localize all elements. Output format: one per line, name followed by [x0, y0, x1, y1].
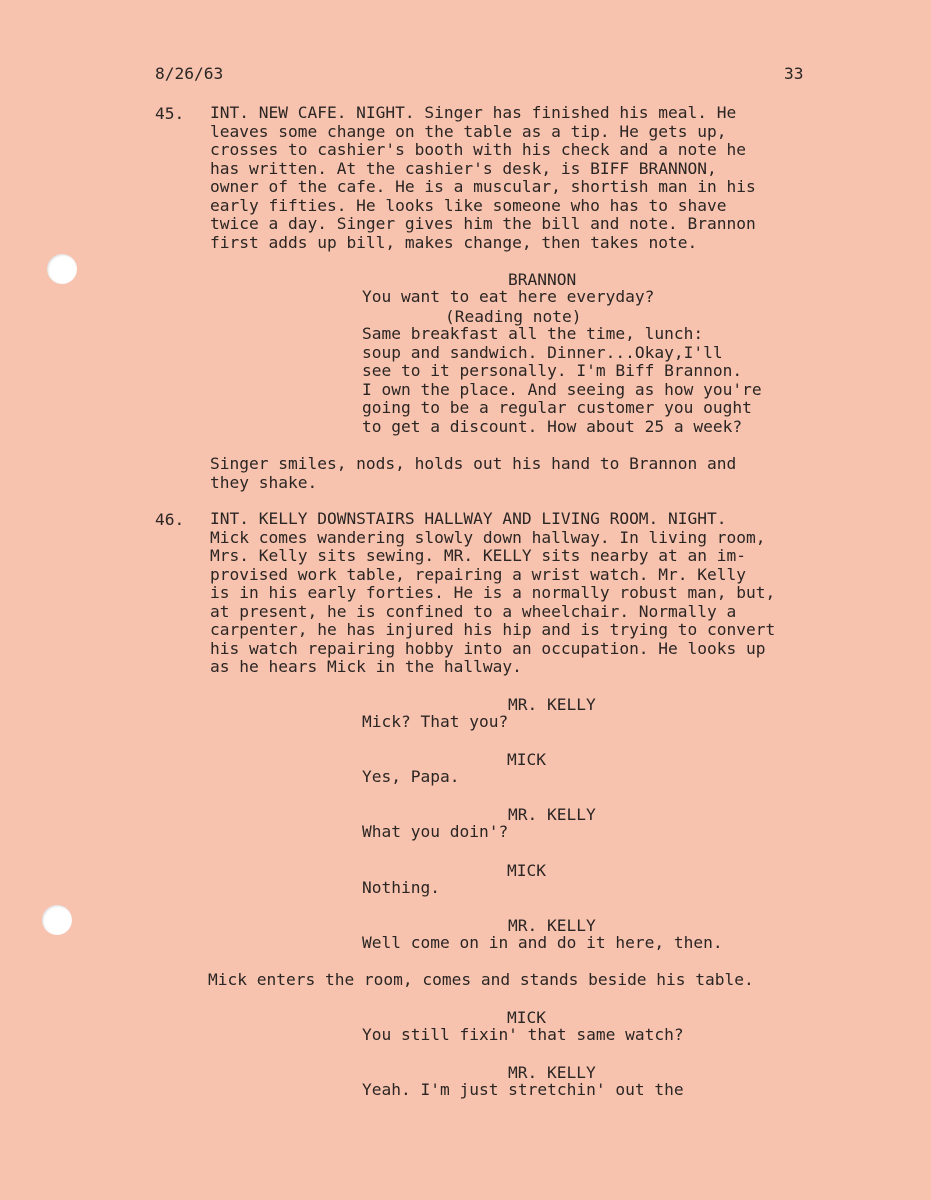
- binder-hole-bottom: [42, 905, 72, 935]
- dialogue-mick-3: You still fixin' that same watch?: [362, 1025, 684, 1044]
- dialogue-mr-kelly-2: What you doin'?: [362, 822, 509, 841]
- parenthetical-reading-note: (Reading note): [445, 307, 582, 326]
- dialogue-mr-kelly-3: Well come on in and do it here, then.: [362, 933, 723, 952]
- scene-45-action: INT. NEW CAFE. NIGHT. Singer has finished his meal. He leaves some change on the table as a tip. He gets up, crosses to cashier's booth with his check and a note he has written. At the cashier's desk, is BIFF BRANNON, owner of the cafe. He is a muscular, shortish man in his early fifties. He looks like someone who has to shave twice a day. Singer gives him the bill and note. Brannon first adds up bill, makes change, then takes note.: [210, 103, 756, 252]
- character-brannon: BRANNON: [508, 270, 577, 289]
- dialogue-brannon-2: Same breakfast all the time, lunch: soup and sandwich. Dinner...Okay,I'll see to it personally. I'm Biff Brannon. I own the place. And seeing as how you're going to be a regular customer you ought to get a discount. How about 25 a week?: [362, 324, 762, 436]
- scene-number-46: 46.: [155, 510, 185, 529]
- character-mick-3: MICK: [507, 1008, 546, 1027]
- scene-46-action-2: Mick enters the room, comes and stands beside his table.: [208, 970, 754, 989]
- dialogue-brannon-1: You want to eat here everyday?: [362, 287, 655, 306]
- scene-45-action-2: Singer smiles, nods, holds out his hand to Brannon and they shake.: [210, 454, 737, 492]
- character-mick-1: MICK: [507, 750, 546, 769]
- character-mick-2: MICK: [507, 861, 546, 880]
- character-mr-kelly-3: MR. KELLY: [508, 916, 596, 935]
- dialogue-mick-1: Yes, Papa.: [362, 767, 460, 786]
- dialogue-mick-2: Nothing.: [362, 878, 440, 897]
- page-number: 33: [784, 64, 804, 83]
- binder-hole-top: [47, 254, 77, 284]
- scene-number-45: 45.: [155, 104, 185, 123]
- character-mr-kelly-4: MR. KELLY: [508, 1063, 596, 1082]
- character-mr-kelly-2: MR. KELLY: [508, 805, 596, 824]
- character-mr-kelly-1: MR. KELLY: [508, 695, 596, 714]
- dialogue-mr-kelly-4: Yeah. I'm just stretchin' out the: [362, 1080, 684, 1099]
- dialogue-mr-kelly-1: Mick? That you?: [362, 712, 509, 731]
- scene-46-action: INT. KELLY DOWNSTAIRS HALLWAY AND LIVING ROOM. NIGHT. Mick comes wandering slowly down hallway. In living room, Mrs. Kelly sits sewing. MR. KELLY sits nearby at an im- provised work table, repairing a wrist watch. Mr. Kelly is in his early forties. He is a normally robust man, but, at present, he is confined to a wheelchair. Normally a carpenter, he has injured his hip and is trying to convert his watch repairing hobby into an occupation. He looks up as he hears Mick in the hallway.: [210, 509, 776, 676]
- page-date: 8/26/63: [155, 64, 224, 83]
